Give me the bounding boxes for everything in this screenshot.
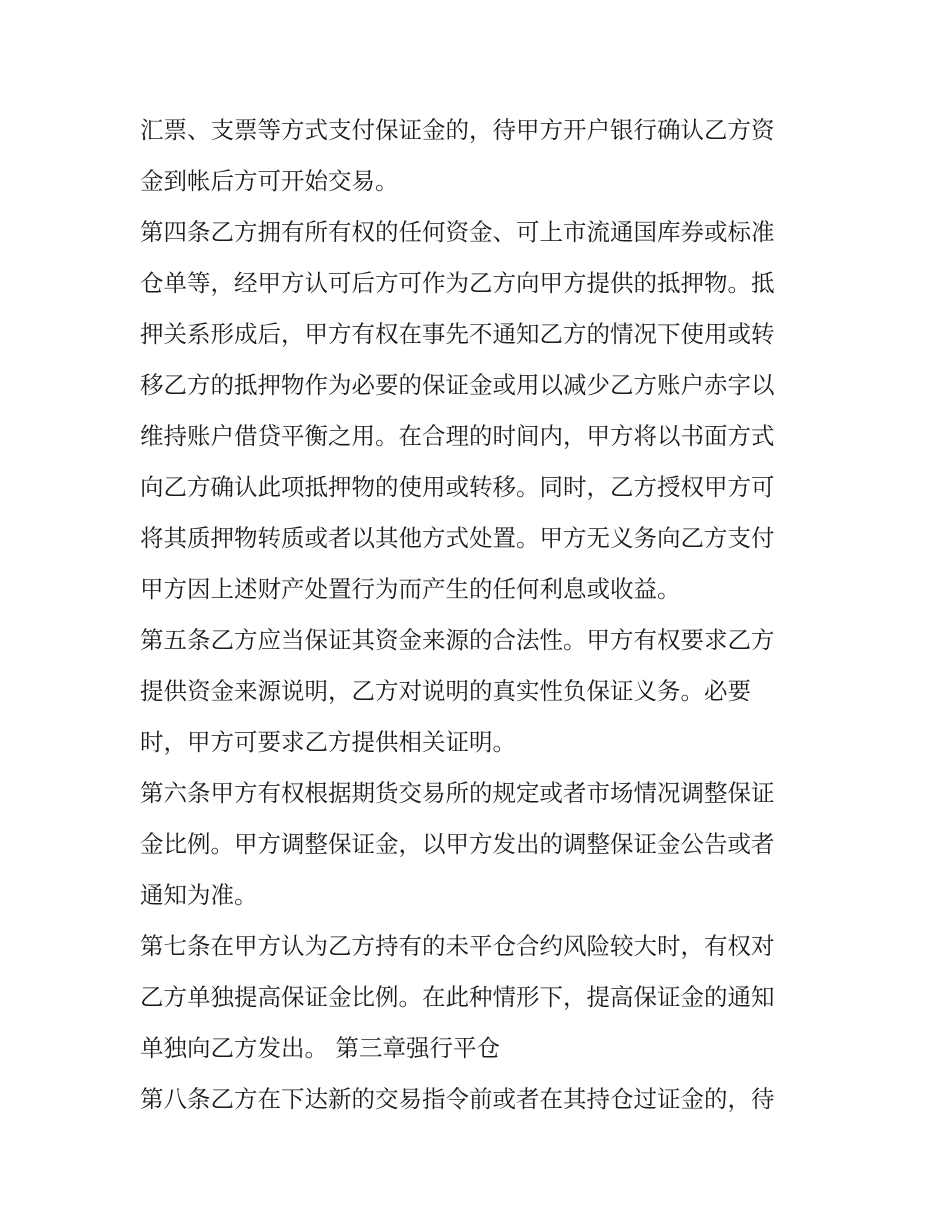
document-body — [140, 105, 820, 1125]
text-line: 乙方单独提高保证金比例。在此种情形下，提高保证金的通知 — [140, 983, 775, 1011]
text-line: 通知为准。 — [140, 881, 258, 909]
text-line: 汇票、支票等方式支付保证金的，待甲方开户银行确认乙方资 — [140, 116, 775, 144]
text-line: 第七条在甲方认为乙方持有的未平仓合约风险较大时，有权对 — [140, 932, 775, 960]
text-line: 将其质押物转质或者以其他方式处置。甲方无义务向乙方支付 — [140, 524, 775, 552]
text-line: 维持账户借贷平衡之用。在合理的时间内，甲方将以书面方式 — [140, 422, 775, 450]
text-line: 向乙方确认此项抵押物的使用或转移。同时，乙方授权甲方可 — [140, 473, 775, 501]
text-line: 第八条乙方在下达新的交易指令前或者在其持仓过证金的，待 — [140, 1085, 775, 1113]
text-line: 第六条甲方有权根据期货交易所的规定或者市场情况调整保证 — [140, 779, 775, 807]
text-line: 第四条乙方拥有所有权的任何资金、可上市流通国库券或标准 — [140, 218, 775, 246]
text-line: 甲方因上述财产处置行为而产生的任何利息或收益。 — [140, 575, 681, 603]
text-line: 单独向乙方发出。 第三章强行平仓 — [140, 1034, 500, 1062]
text-line: 仓单等，经甲方认可后方可作为乙方向甲方提供的抵押物。抵 — [140, 269, 775, 297]
text-line: 押关系形成后，甲方有权在事先不通知乙方的情况下使用或转 — [140, 320, 775, 348]
text-line: 金到帐后方可开始交易。 — [140, 167, 399, 195]
text-line: 提供资金来源说明，乙方对说明的真实性负保证义务。必要 — [140, 677, 751, 705]
text-line: 时，甲方可要求乙方提供相关证明。 — [140, 728, 516, 756]
text-line: 移乙方的抵押物作为必要的保证金或用以减少乙方账户赤字以 — [140, 371, 775, 399]
text-line: 金比例。甲方调整保证金，以甲方发出的调整保证金公告或者 — [140, 830, 775, 858]
text-line: 第五条乙方应当保证其资金来源的合法性。甲方有权要求乙方 — [140, 626, 775, 654]
